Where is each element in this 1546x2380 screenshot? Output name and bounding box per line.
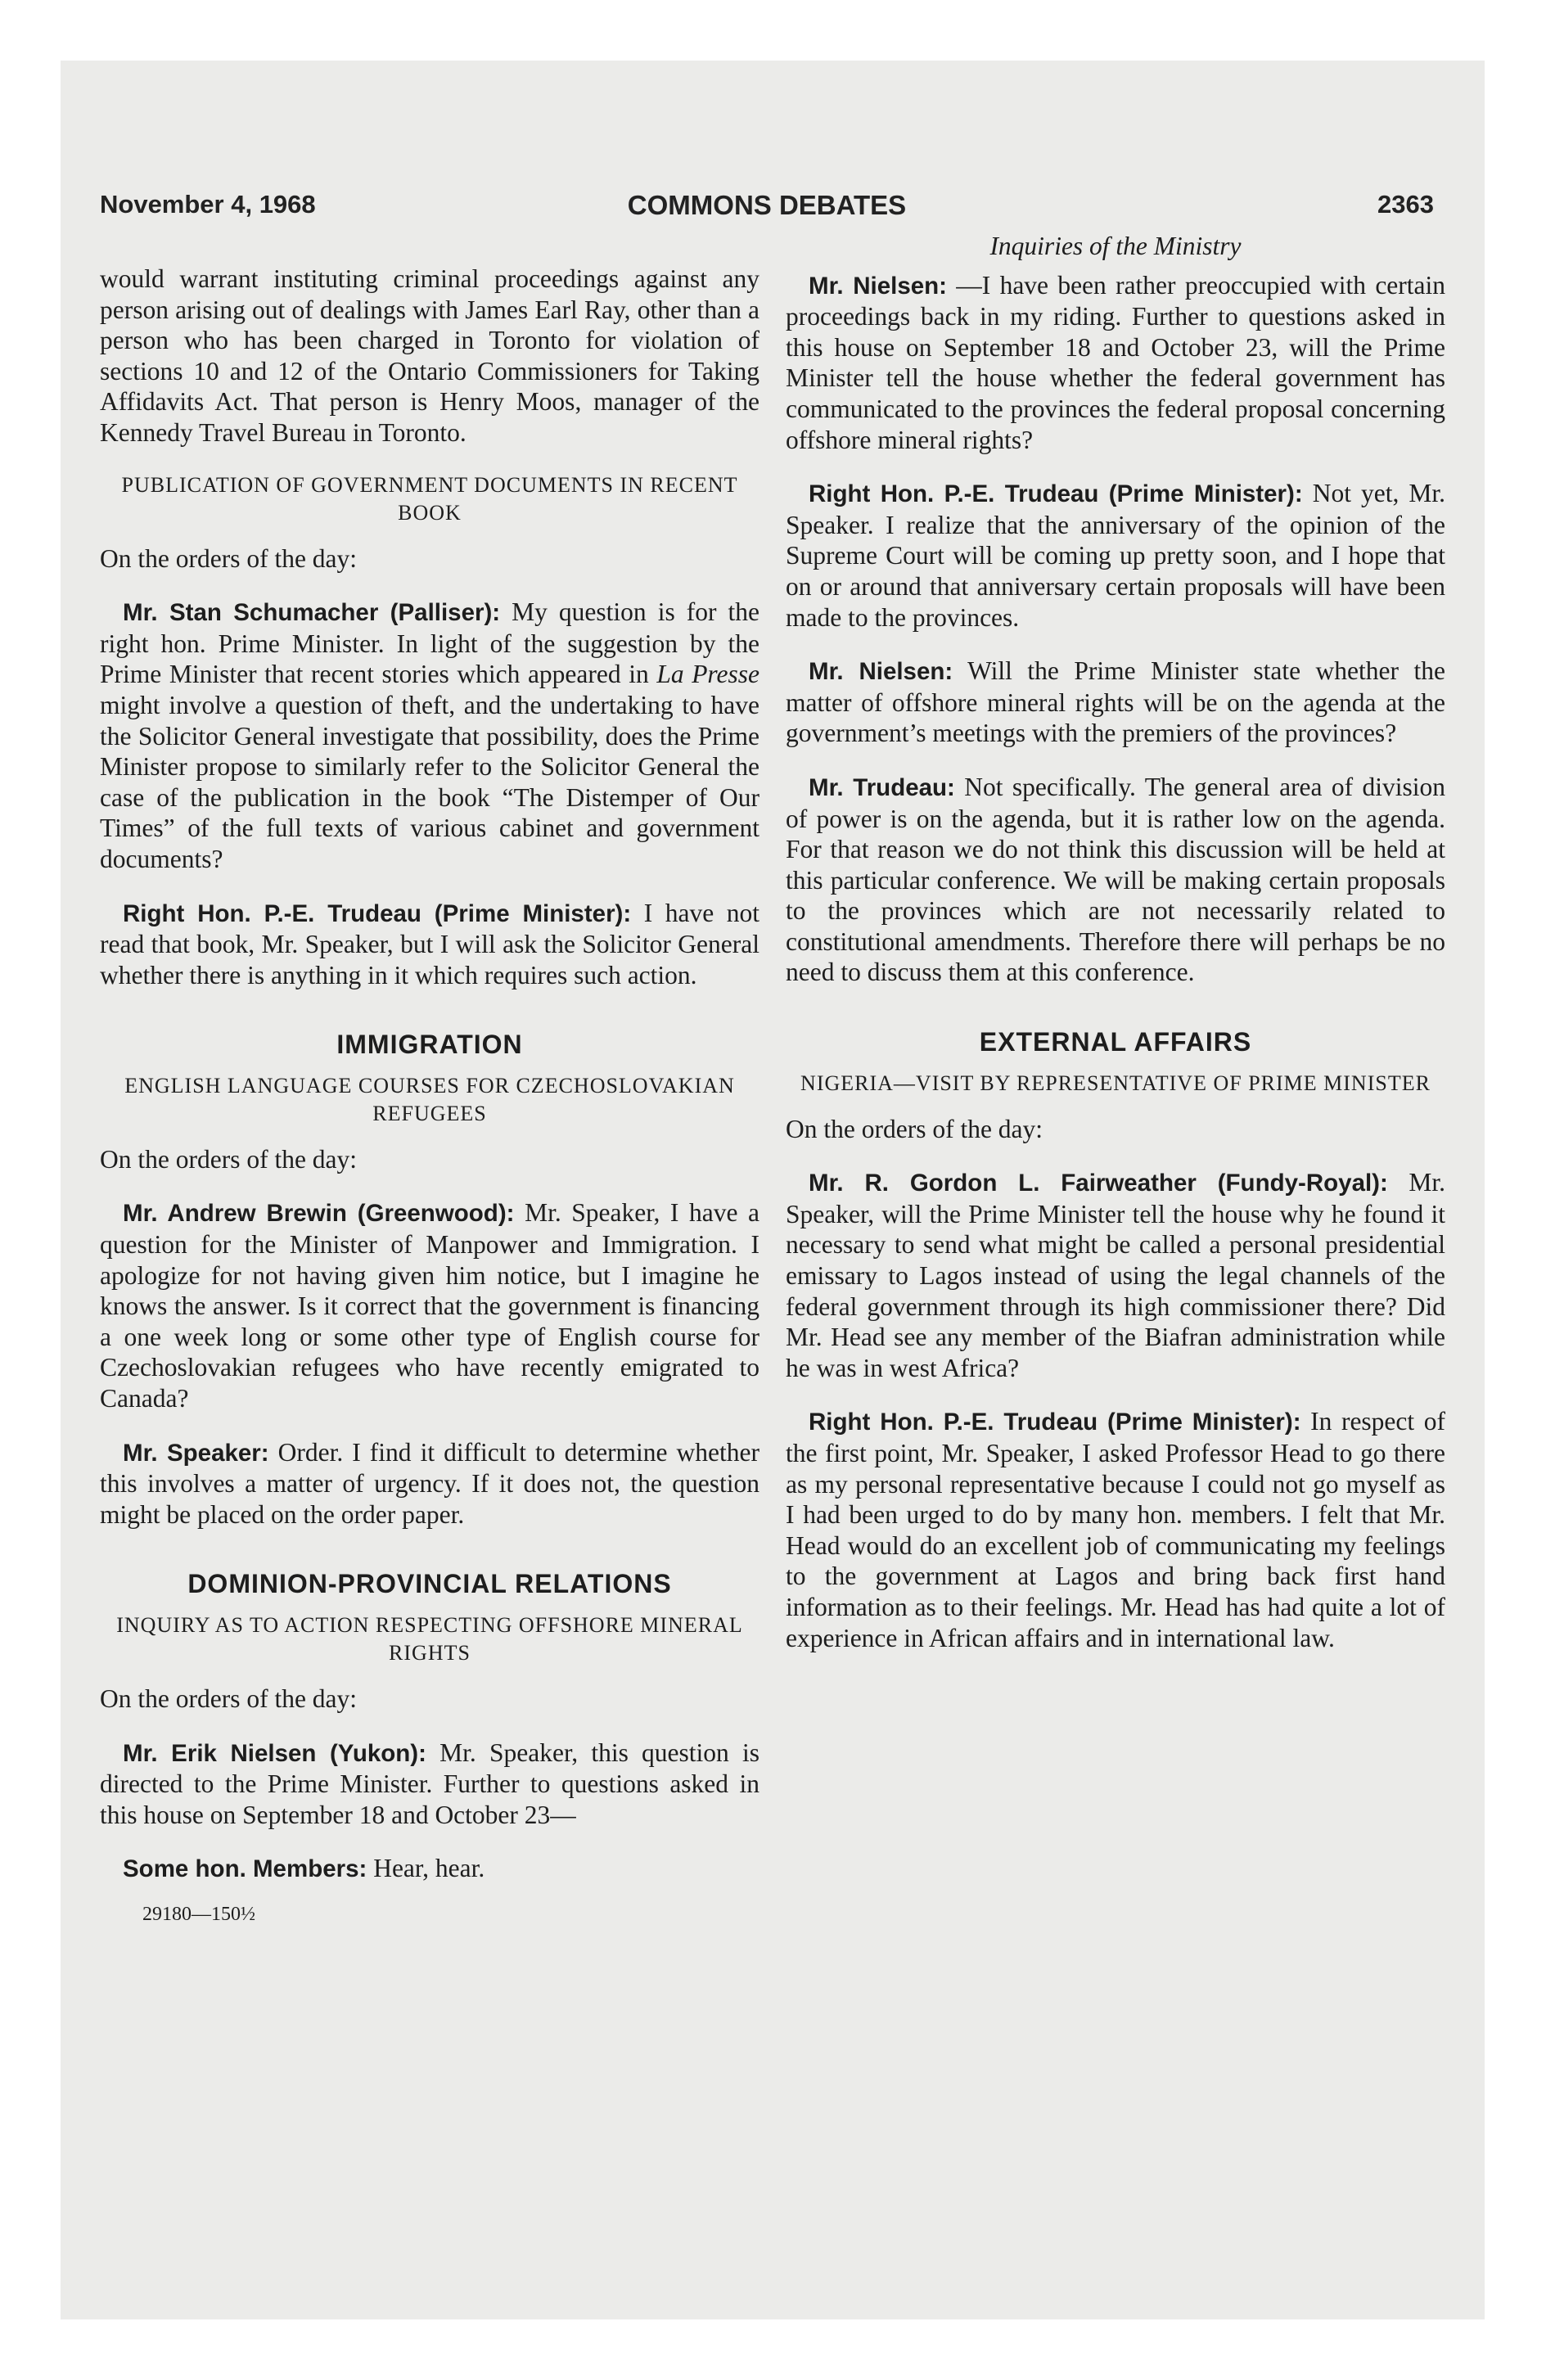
header-page-number: 2363	[1377, 190, 1434, 219]
speech-text: Not specifically. The general area of division of power is on the agenda, but it is rather low on the agenda. For that reason we do not think this discussion will be held at this particular conference. We will be making certain proposals to the provinces which are not necessarily related to constitutional amendments. Therefore there will perhaps be no need to discuss them at this conference.	[786, 772, 1446, 987]
orders-of-the-day: On the orders of the day:	[100, 1144, 358, 1174]
speech	[786, 270, 1445, 456]
speech-text: My question is for the right hon. Prime Minister. In light of the suggestion by the Prime Minister that recent stories which appeared in	[100, 597, 759, 689]
speech-text: In respect of the first point, Mr. Speaker, I asked Professor Head to go there as my personal representative because I could not go myself as I had been urged to do by many hon. members. I felt that Mr. Head would do an excellent job of communicating my feelings to the government at Lagos and bring back first hand information as to their feelings. Mr. Head has had quite a lot of experience in African affairs and in international law.	[786, 1407, 1445, 1652]
speaker-name: Some hon. Members:	[123, 1855, 367, 1883]
left-column	[100, 264, 759, 1931]
speech-text: —I have been rather preoccupied with certain proceedings back in my riding. Further to questions asked in this house on September 18 and October 23, will the Prime Minister tell the house whether the federal government has communicated to the provinces the federal proposal concerning offshore mineral rights?	[786, 270, 1446, 454]
speech	[100, 597, 759, 874]
section-heading: IMMIGRATION	[336, 1030, 523, 1060]
subheading: PUBLICATION OF GOVERNMENT DOCUMENTS IN RECENT BOOK	[121, 472, 738, 525]
speech	[100, 1197, 759, 1413]
speech-text: Order. I find it difficult to determine whether this involves a matter of urgency. If it does not, the question might be placed on the order paper.	[100, 1437, 760, 1529]
speech-text: Hear, hear.	[373, 1854, 485, 1883]
speaker-name: Mr. Nielsen:	[809, 272, 947, 300]
section-heading: DOMINION-PROVINCIAL RELATIONS	[187, 1569, 672, 1599]
speech-text: I have not read that book, Mr. Speaker, but I will ask the Solicitor General whether there is anything in it which requires such action.	[100, 898, 759, 989]
speech	[786, 478, 1445, 633]
speaker-name: Mr. Stan Schumacher (Palliser):	[123, 599, 501, 627]
speaker-name: Mr. R. Gordon L. Fairweather (Fundy-Royal):	[809, 1170, 1388, 1197]
speech	[100, 898, 759, 991]
speech-italic-text: La Presse	[656, 660, 760, 689]
section-heading: EXTERNAL AFFAIRS	[979, 1027, 1252, 1057]
header-date: November 4, 1968	[100, 190, 316, 219]
speech	[786, 772, 1445, 988]
speaker-name: Right Hon. P.-E. Trudeau (Prime Minister):	[809, 480, 1303, 508]
printer-footnote: 29180—150½	[142, 1903, 255, 1925]
speech-text: Will the Prime Minister state whether the matter of offshore mineral rights will be on the agenda at the government’s meetings with the premiers of the provinces?	[786, 656, 1445, 748]
orders-of-the-day: On the orders of the day:	[100, 543, 358, 573]
speech	[100, 1738, 759, 1831]
speech-text: Mr. Speaker, will the Prime Minister tell the house why he found it necessary to send what might be called a personal presidential emissary to Lagos instead of using the legal channels of the federal government through its high commissioner there? Did Mr. Head see any member of the Biafran administration while he was in west Africa?	[786, 1168, 1446, 1382]
speech-text: might involve a question of theft, and the undertaking to have the Solicitor General investigate that possibility, does the Prime Minister propose to similarly refer to the Solicitor General the case of the publication in the book “The Distemper of Our Times” of the full texts of various cabinet and government documents?	[100, 690, 759, 873]
speaker-name: Right Hon. P.-E. Trudeau (Prime Minister):	[123, 899, 632, 927]
subheading: NIGERIA—VISIT BY REPRESENTATIVE OF PRIME MINISTER	[800, 1071, 1431, 1095]
speech	[786, 1406, 1445, 1653]
speaker-name: Right Hon. P.-E. Trudeau (Prime Minister):	[809, 1409, 1301, 1436]
speech	[786, 1167, 1445, 1383]
page-header	[100, 190, 1434, 231]
right-column	[786, 231, 1445, 1676]
subheading: ENGLISH LANGUAGE COURSES FOR CZECHOSLOVAKIAN REFUGEES	[124, 1073, 735, 1125]
speaker-name: Mr. Nielsen:	[809, 658, 953, 686]
header-title: COMMONS DEBATES	[627, 190, 907, 220]
speaker-name: Mr. Erik Nielsen (Yukon):	[123, 1739, 426, 1767]
paragraph: would warrant instituting criminal proceedings against any person arising out of dealings with James Earl Ray, other than a person who has been charged in Toronto for violation of sections 10 and 12 of the Ontario Commissioners for Taking Affidavits Act. That person is Henry Moos, manager of the Kennedy Travel Bureau in Toronto.	[100, 264, 759, 447]
orders-of-the-day: On the orders of the day:	[786, 1114, 1043, 1143]
speech-text: Not yet, Mr. Speaker. I realize that the anniversary of the opinion of the Supreme Court will be coming up pretty soon, and I hope that on or around that anniversary certain proposals will have been made to the provinces.	[786, 479, 1446, 632]
speech-text: Mr. Speaker, I have a question for the Minister of Manpower and Immigration. I apologize for not having given him notice, but I imagine he knows the answer. Is it correct that the government is financing a one week long or some other type of English course for Czechoslovakian refugees who have recently emigrated to Canada?	[100, 1198, 759, 1413]
speaker-name: Mr. Andrew Brewin (Greenwood):	[123, 1200, 515, 1228]
speech	[786, 656, 1445, 749]
speaker-name: Mr. Trudeau:	[809, 773, 955, 801]
topic-running-head: Inquiries of the Ministry	[989, 232, 1242, 260]
speaker-name: Mr. Speaker:	[123, 1439, 269, 1467]
speech-text: Mr. Speaker, this question is directed to the Prime Minister. Further to questions asked in this house on September 18 and October 23—	[100, 1738, 760, 1829]
speech	[100, 1437, 759, 1530]
subheading: INQUIRY AS TO ACTION RESPECTING OFFSHORE MINERAL RIGHTS	[116, 1613, 743, 1665]
orders-of-the-day: On the orders of the day:	[100, 1684, 358, 1713]
speech	[100, 1853, 759, 1885]
